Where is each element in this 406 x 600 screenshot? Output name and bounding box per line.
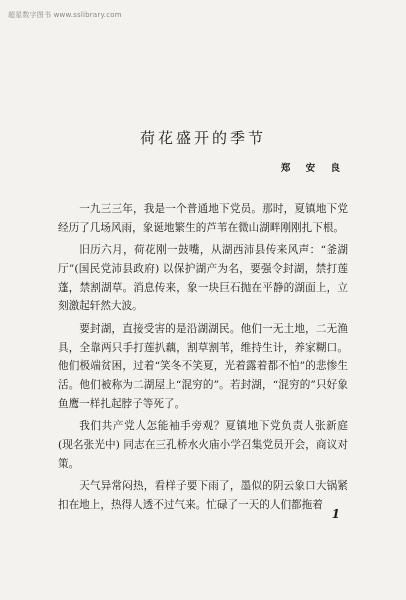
paragraph: 旧历六月，荷花刚一鼓嘴，从湖西沛县传来风声：“釜湖厅”(国民党沛县政府) 以保护湖产为名，要强令封湖，禁打莲蓬，禁割湖草。消息传来，象一块巨石抛在平静的湖面上，立刻激起轩然大波。 bbox=[58, 244, 348, 313]
paragraph: 要封湖，直接受害的是沿湖湖民。他们一无土地，二无渔具，全靠两只手打莲扒藕，割草割苇，维持生计，养家糊口。他们极端贫困，过着“笑冬不笑夏，光着露着都不怕”的悲惨生活。他们被称为二湖屋上“混穷的”。若封湖，“混穷的”只好象鱼鹰一样扎起脖子等死了。 bbox=[58, 322, 348, 410]
author-name: 郑 安 良 bbox=[280, 163, 346, 174]
body-text bbox=[58, 200, 348, 518]
paragraph: 天气异常闷热，看样子要下雨了，墨似的阴云象口大锅紧扣在地上，热得人透不过气来。忙碌了一天的人们都拖着 bbox=[58, 480, 348, 511]
library-watermark: 超星数字图书 www.sslibrary.com bbox=[8, 11, 122, 19]
paragraph: 我们共产党人怎能袖手旁观？夏镇地下党负责人张新庭(现名张光中) 同志在三孔桥水火庙小学召集党员开会，商议对策。 bbox=[58, 420, 348, 470]
chapter-title: 荷花盛开的季节 bbox=[139, 129, 266, 148]
paragraph: 一九三三年，我是一个普通地下党员。那时，夏镇地下党经历了几场风雨，象诞地繁生的芦苇在微山湖畔刚刚扎下根。 bbox=[58, 203, 348, 234]
page-number: 1 bbox=[331, 507, 340, 521]
